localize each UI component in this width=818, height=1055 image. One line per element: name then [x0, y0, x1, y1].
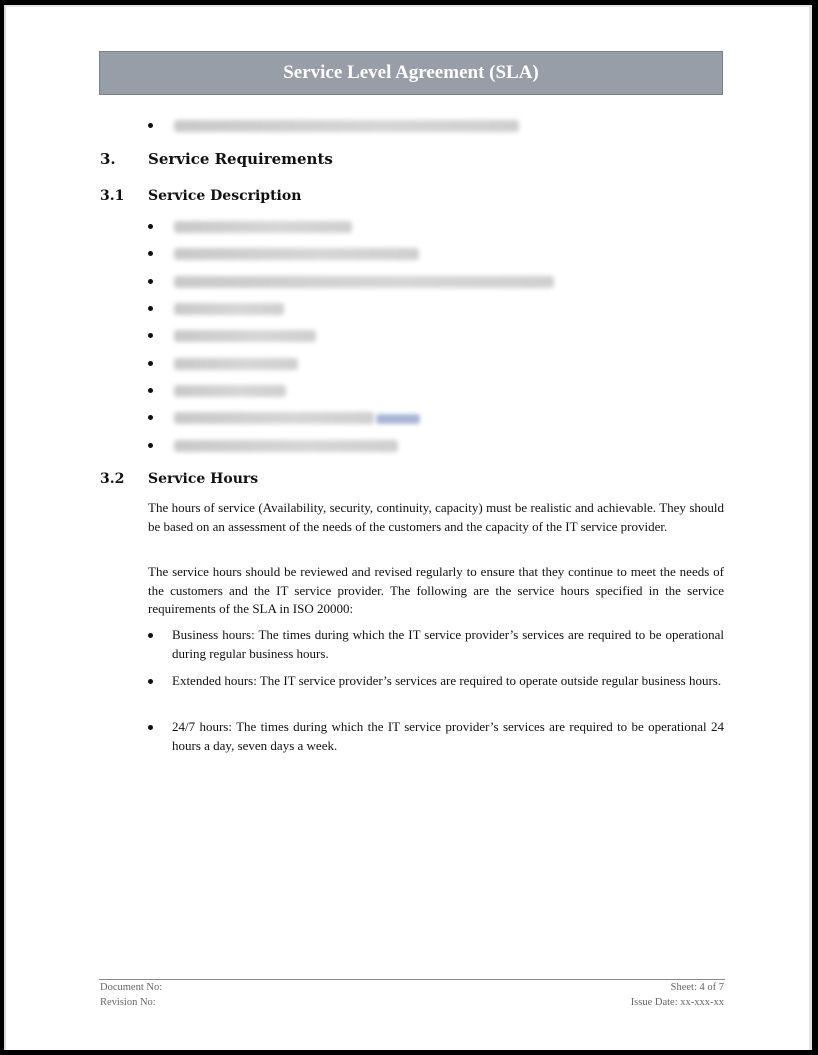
bullet-icon	[148, 415, 153, 420]
redacted-list-item	[174, 330, 316, 342]
document-no-label: Document No:	[100, 982, 163, 993]
section-number: 3.	[100, 150, 116, 168]
bullet-icon	[148, 361, 153, 366]
footer-divider	[99, 979, 725, 980]
paragraph: The hours of service (Availability, security, continuity, capacity) must be realistic and achievable. They should be based on an assessment of the needs of the customers and the capacity of the IT service provider.	[148, 500, 724, 534]
redacted-list-item	[174, 221, 352, 233]
bullet-icon	[148, 633, 153, 638]
redacted-list-item	[174, 276, 554, 288]
bullet-icon	[148, 388, 153, 393]
paragraph: The service hours should be reviewed and revised regularly to ensure that they continue to meet the needs of the customers and the IT service provider. The following are the service hours specified in the service requirements of the SLA in ISO 20000:	[148, 564, 724, 616]
section-title: Service Requirements	[148, 150, 333, 168]
bullet-icon	[148, 279, 153, 284]
bullet-icon	[148, 224, 153, 229]
redacted-list-item	[174, 120, 519, 132]
redacted-link[interactable]	[376, 414, 420, 424]
document-page	[4, 5, 812, 1050]
bullet-icon	[148, 251, 153, 256]
redacted-list-item	[174, 440, 398, 452]
redacted-list-item	[174, 385, 286, 397]
bullet-icon	[148, 725, 153, 730]
list-item: Extended hours: The IT service provider’s services are required to operate outside regular business hours.	[172, 673, 722, 688]
bullet-icon	[148, 333, 153, 338]
issue-date: Issue Date: xx-xxx-xx	[630, 997, 724, 1008]
redacted-list-item	[174, 412, 374, 424]
document-title-banner: Service Level Agreement (SLA)	[99, 51, 723, 95]
list-item: 24/7 hours: The times during which the IT service provider’s services are required to be operational 24 hours a day, seven days a week.	[172, 719, 724, 753]
subsection-title: Service Hours	[148, 471, 259, 487]
revision-no-label: Revision No:	[100, 997, 156, 1008]
list-item: Business hours: The times during which the IT service provider’s services are required to be operational during regular business hours.	[172, 627, 724, 661]
sheet-number: Sheet: 4 of 7	[670, 982, 724, 993]
subsection-number: 3.2	[100, 471, 125, 487]
bullet-icon	[148, 443, 153, 448]
redacted-list-item	[174, 358, 298, 370]
subsection-title: Service Description	[148, 188, 302, 204]
subsection-number: 3.1	[100, 188, 125, 204]
bullet-icon	[148, 306, 153, 311]
redacted-list-item	[174, 248, 419, 260]
redacted-list-item	[174, 303, 284, 315]
bullet-icon	[148, 123, 153, 128]
bullet-icon	[148, 679, 153, 684]
